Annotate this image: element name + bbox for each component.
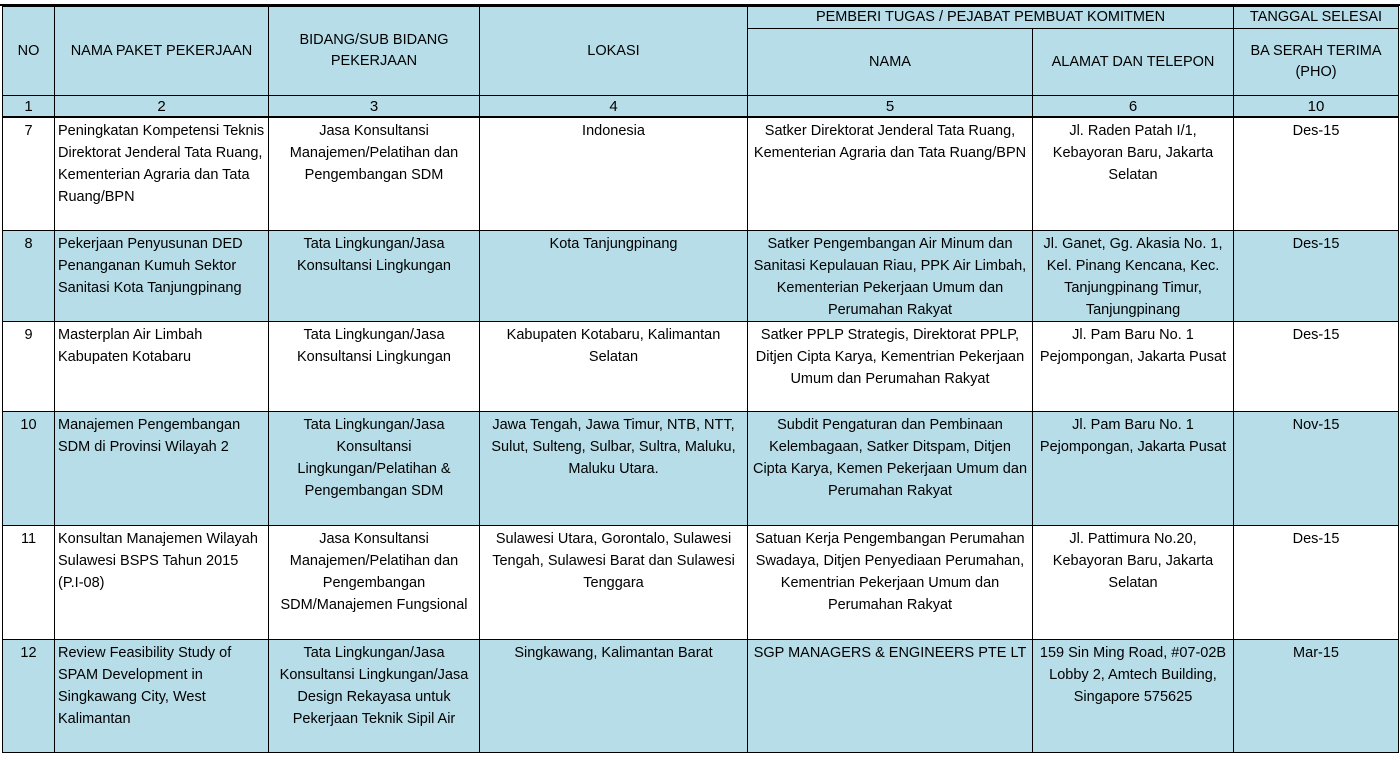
header-tanggal-selesai: TANGGAL SELESAI bbox=[1234, 7, 1399, 29]
row-bidang: Tata Lingkungan/Jasa Konsultansi Lingkungan bbox=[269, 230, 480, 321]
table-row bbox=[3, 117, 1399, 230]
column-number: 5 bbox=[748, 96, 1033, 118]
row-alamat: 159 Sin Ming Road, #07-02B Lobby 2, Amtech Building, Singapore 575625 bbox=[1033, 639, 1234, 752]
row-lokasi: Sulawesi Utara, Gorontalo, Sulawesi Tengah, Sulawesi Barat dan Sulawesi Tenggara bbox=[480, 525, 748, 639]
row-no: 8 bbox=[3, 230, 55, 321]
experience-table bbox=[2, 6, 1399, 753]
column-number: 3 bbox=[269, 96, 480, 118]
header-nama: NAMA bbox=[748, 29, 1033, 96]
row-tanggal: Des-15 bbox=[1234, 321, 1399, 411]
row-alamat: Jl. Pam Baru No. 1 Pejompongan, Jakarta Pusat bbox=[1033, 321, 1234, 411]
row-nama: Satker Direktorat Jenderal Tata Ruang, Kementerian Agraria dan Tata Ruang/BPN bbox=[748, 117, 1033, 230]
column-number: 10 bbox=[1234, 96, 1399, 118]
row-nama: Satuan Kerja Pengembangan Perumahan Swadaya, Ditjen Penyediaan Perumahan, Kementrian Pekerjaan Umum dan Perumahan Rakyat bbox=[748, 525, 1033, 639]
row-lokasi: Singkawang, Kalimantan Barat bbox=[480, 639, 748, 752]
row-no: 7 bbox=[3, 117, 55, 230]
header-alamat: ALAMAT DAN TELEPON bbox=[1033, 29, 1234, 96]
table-row bbox=[3, 411, 1399, 525]
row-tanggal: Nov-15 bbox=[1234, 411, 1399, 525]
row-tanggal: Des-15 bbox=[1234, 525, 1399, 639]
row-nama: Subdit Pengaturan dan Pembinaan Kelembagaan, Satker Ditspam, Ditjen Cipta Karya, Kemen Pekerjaan Umum dan Perumahan Rakyat bbox=[748, 411, 1033, 525]
row-nama: Satker Pengembangan Air Minum dan Sanitasi Kepulauan Riau, PPK Air Limbah, Kementerian Pekerjaan Umum dan Perumahan Rakyat bbox=[748, 230, 1033, 321]
header-lokasi: LOKASI bbox=[480, 7, 748, 96]
row-alamat: Jl. Ganet, Gg. Akasia No. 1, Kel. Pinang Kencana, Kec. Tanjungpinang Timur, Tanjungpinang bbox=[1033, 230, 1234, 321]
row-bidang: Tata Lingkungan/Jasa Konsultansi Lingkungan/Jasa Design Rekayasa untuk Pekerjaan Teknik Sipil Air bbox=[269, 639, 480, 752]
row-paket: Manajemen Pengembangan SDM di Provinsi Wilayah 2 bbox=[55, 411, 269, 525]
row-lokasi: Indonesia bbox=[480, 117, 748, 230]
row-paket: Review Feasibility Study of SPAM Development in Singkawang City, West Kalimantan bbox=[55, 639, 269, 752]
row-tanggal: Mar-15 bbox=[1234, 639, 1399, 752]
row-tanggal: Des-15 bbox=[1234, 230, 1399, 321]
column-number: 4 bbox=[480, 96, 748, 118]
row-tanggal: Des-15 bbox=[1234, 117, 1399, 230]
row-lokasi: Jawa Tengah, Jawa Timur, NTB, NTT, Sulut, Sulteng, Sulbar, Sultra, Maluku, Maluku Utara. bbox=[480, 411, 748, 525]
row-nama: Satker PPLP Strategis, Direktorat PPLP, Ditjen Cipta Karya, Kementrian Pekerjaan Umum dan Perumahan Rakyat bbox=[748, 321, 1033, 411]
table-row bbox=[3, 321, 1399, 411]
row-lokasi: Kabupaten Kotabaru, Kalimantan Selatan bbox=[480, 321, 748, 411]
table-row bbox=[3, 639, 1399, 752]
row-paket: Konsultan Manajemen Wilayah Sulawesi BSPS Tahun 2015 (P.I-08) bbox=[55, 525, 269, 639]
header-ba-serah: BA SERAH TERIMA (PHO) bbox=[1234, 29, 1399, 96]
header-no: NO bbox=[3, 7, 55, 96]
row-alamat: Jl. Pattimura No.20, Kebayoran Baru, Jakarta Selatan bbox=[1033, 525, 1234, 639]
row-no: 9 bbox=[3, 321, 55, 411]
row-alamat: Jl. Raden Patah I/1, Kebayoran Baru, Jakarta Selatan bbox=[1033, 117, 1234, 230]
table-row bbox=[3, 525, 1399, 639]
row-paket: Pekerjaan Penyusunan DED Penanganan Kumuh Sektor Sanitasi Kota Tanjungpinang bbox=[55, 230, 269, 321]
row-paket: Masterplan Air Limbah Kabupaten Kotabaru bbox=[55, 321, 269, 411]
column-number: 1 bbox=[3, 96, 55, 118]
row-no: 11 bbox=[3, 525, 55, 639]
row-no: 10 bbox=[3, 411, 55, 525]
row-bidang: Tata Lingkungan/Jasa Konsultansi Lingkungan bbox=[269, 321, 480, 411]
row-no: 12 bbox=[3, 639, 55, 752]
header-bidang: BIDANG/SUB BIDANG PEKERJAAN bbox=[269, 7, 480, 96]
experience-table-container bbox=[2, 6, 1398, 753]
row-alamat: Jl. Pam Baru No. 1 Pejompongan, Jakarta Pusat bbox=[1033, 411, 1234, 525]
row-nama: SGP MANAGERS & ENGINEERS PTE LT bbox=[748, 639, 1033, 752]
row-bidang: Tata Lingkungan/Jasa Konsultansi Lingkungan/Pelatihan & Pengembangan SDM bbox=[269, 411, 480, 525]
table-row bbox=[3, 230, 1399, 321]
header-pemberi-tugas: PEMBERI TUGAS / PEJABAT PEMBUAT KOMITMEN bbox=[748, 7, 1234, 29]
row-lokasi: Kota Tanjungpinang bbox=[480, 230, 748, 321]
row-bidang: Jasa Konsultansi Manajemen/Pelatihan dan Pengembangan SDM/Manajemen Fungsional bbox=[269, 525, 480, 639]
row-bidang: Jasa Konsultansi Manajemen/Pelatihan dan Pengembangan SDM bbox=[269, 117, 480, 230]
column-number: 2 bbox=[55, 96, 269, 118]
row-paket: Peningkatan Kompetensi Teknis Direktorat Jenderal Tata Ruang, Kementerian Agraria dan Tata Ruang/BPN bbox=[55, 117, 269, 230]
header-nama-paket: NAMA PAKET PEKERJAAN bbox=[55, 7, 269, 96]
column-number: 6 bbox=[1033, 96, 1234, 118]
